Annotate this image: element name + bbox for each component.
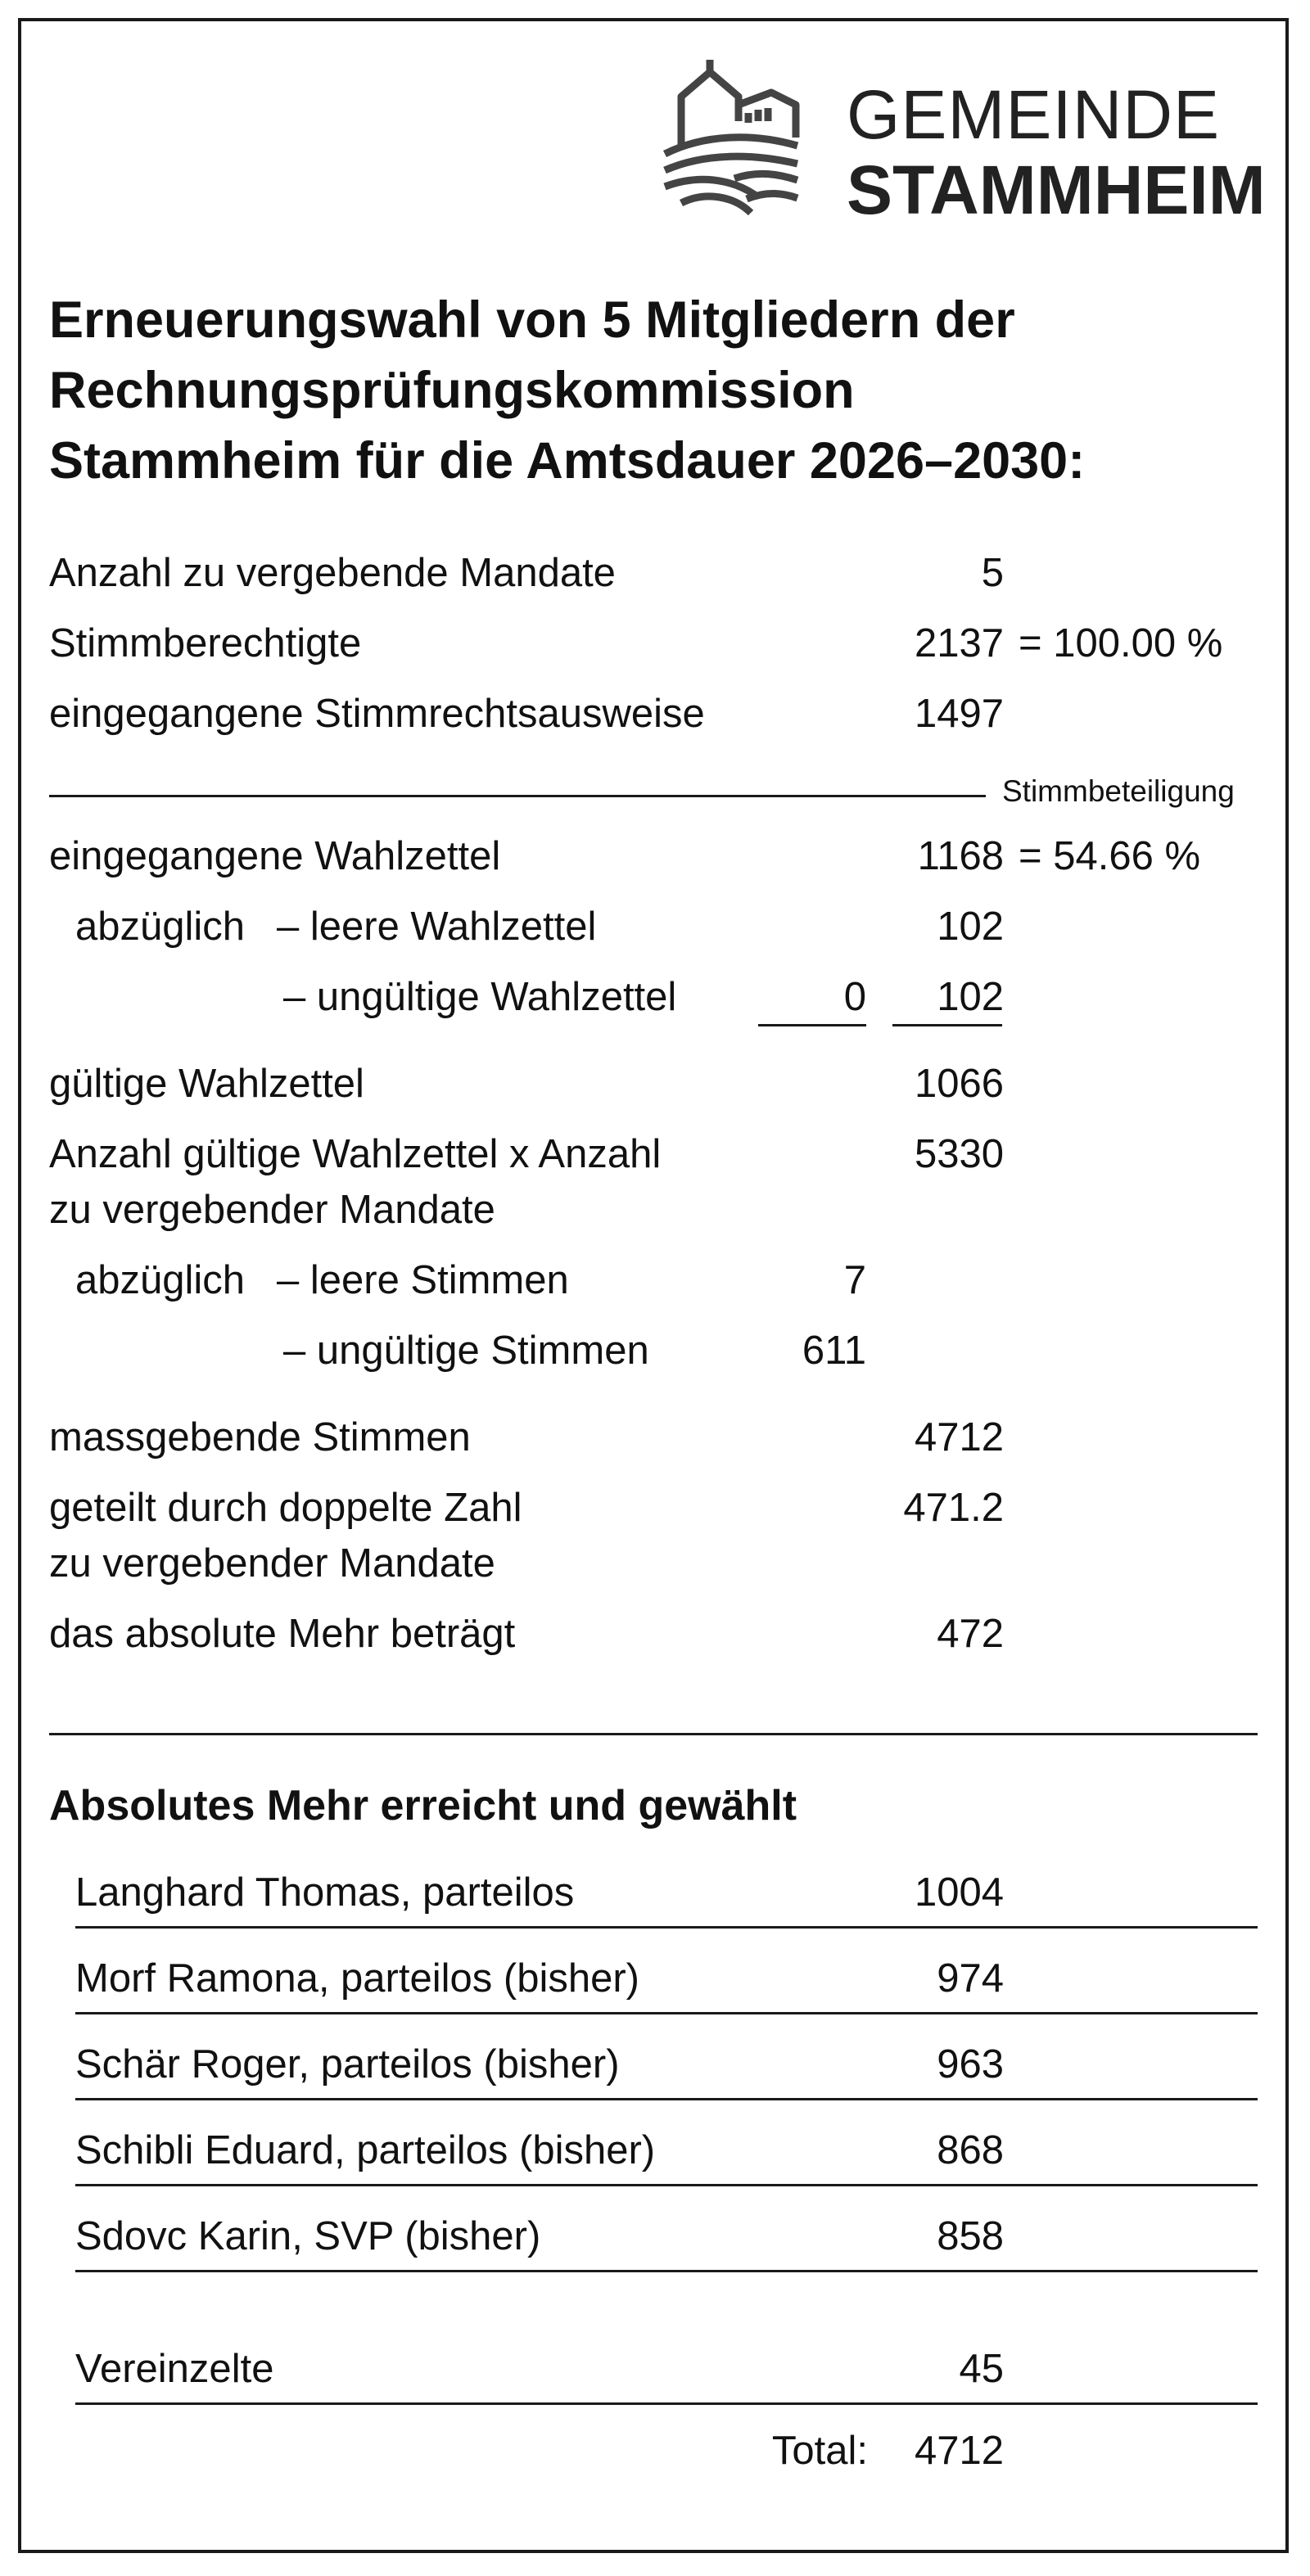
scattered-label: Vereinzelte [75,2347,274,2391]
candidate-name: Schibli Eduard, parteilos (bisher) [75,2128,656,2172]
total-value: 4712 [914,2429,1004,2473]
ballots-percent: = 54.66 % [1019,834,1201,878]
voters-value: 2137 [914,621,1004,665]
turnout-note: Stimmbeteiligung [1002,774,1235,808]
candidate-row-rule [75,2270,1258,2272]
section-divider [49,1733,1258,1735]
mandate-label: Anzahl zu vergebende Mandate [49,551,616,595]
decisive-label: massgebende Stimmen [49,1415,471,1459]
ausweise-value: 1497 [914,692,1004,736]
candidate-row-rule [75,2098,1258,2100]
invalid-ballots-sub: 0 [843,975,866,1019]
candidate-name: Schär Roger, parteilos (bisher) [75,2042,620,2087]
majority-value: 472 [937,1612,1004,1656]
empty-votes-label: – leere Stimmen [277,1258,569,1302]
divided-label-2: zu vergebender Mandate [49,1541,495,1586]
empty-ballots-label: – leere Wahlzettel [277,905,597,949]
candidate-votes: 858 [937,2214,1004,2258]
logo-line2: STAMMHEIM [847,151,1266,228]
scattered-rule [75,2402,1258,2405]
logo-line1: GEMEINDE [847,76,1221,153]
majority-label: das absolute Mehr beträgt [49,1612,516,1656]
candidate-name: Morf Ramona, parteilos (bisher) [75,1956,639,2001]
decisive-value: 4712 [914,1415,1004,1459]
candidate-name: Sdovc Karin, SVP (bisher) [75,2214,541,2258]
empty-votes-value: 7 [843,1258,866,1302]
candidate-votes: 974 [937,1956,1004,2001]
minus-label-votes: abzüglich [75,1258,246,1302]
results-heading: Absolutes Mehr erreicht und gewählt [49,1782,797,1829]
divided-label-1: geteilt durch doppelte Zahl [49,1486,522,1530]
product-label-2: zu vergebender Mandate [49,1188,495,1232]
empty-ballots-value: 102 [937,905,1004,949]
voters-percent: = 100.00 % [1019,621,1223,665]
divider-rule [49,795,986,797]
title-line-1: Erneuerungswahl von 5 Mitgliedern der [49,291,1015,349]
invalid-ballots-label: – ungültige Wahlzettel [283,975,677,1019]
scattered-value: 45 [959,2347,1004,2391]
ballots-value: 1168 [917,834,1004,878]
mandate-value: 5 [981,551,1004,595]
candidate-votes: 963 [937,2042,1004,2087]
candidate-row-rule [75,2184,1258,2186]
invalid-votes-label: – ungültige Stimmen [283,1329,649,1373]
candidate-name: Langhard Thomas, parteilos [75,1870,575,1915]
invalid-votes-value: 611 [802,1329,866,1373]
title-line-3: Stammheim für die Amtsdauer 2026–2030: [49,432,1086,489]
ballots-label: eingegangene Wahlzettel [49,834,501,878]
document-title [49,285,1085,496]
valid-ballots-value: 1066 [914,1062,1004,1106]
sub-underline [758,1024,866,1026]
value-underline [892,1024,1002,1026]
minus-label-ballots: abzüglich [75,905,246,949]
candidate-row-rule [75,2012,1258,2014]
total-label: Total: [771,2429,868,2473]
candidate-votes: 1004 [914,1870,1004,1915]
candidate-row-rule [75,1926,1258,1929]
divided-value: 471.2 [903,1486,1004,1530]
ausweise-label: eingegangene Stimmrechtsausweise [49,692,705,736]
voters-label: Stimmberechtigte [49,621,362,665]
invalid-ballots-value: 102 [937,975,1004,1019]
product-label-1: Anzahl gültige Wahlzettel x Anzahl [49,1132,662,1176]
stammheim-logo-icon [657,56,802,219]
valid-ballots-label: gültige Wahlzettel [49,1062,364,1106]
product-value: 5330 [914,1132,1004,1176]
title-line-2: Rechnungsprüfungskommission [49,362,855,419]
candidate-votes: 868 [937,2128,1004,2172]
